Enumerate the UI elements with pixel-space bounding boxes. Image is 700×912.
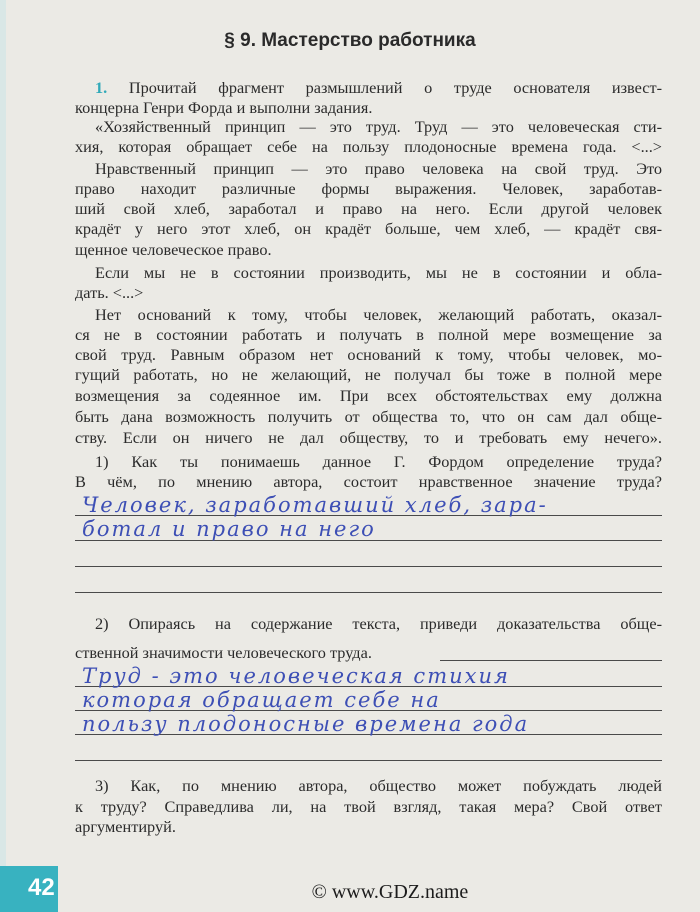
text-line [75, 283, 662, 303]
text-line-content: Нет оснований к тому, чтобы человек, желающий работать, оказал- [95, 305, 662, 324]
text-line-content: Нравственный принцип — это право человека на свой труд. Это [95, 159, 662, 178]
text-line-content: к труду? Справедлива ли, на твой взгляд, такая мера? Свой ответ [75, 797, 662, 816]
text-line-content: свой труд. Равным образом нет оснований к тому, чтобы человек, мо- [75, 345, 662, 364]
text-line-content: 2) Опираясь на содержание текста, приведи доказательства обще- [95, 614, 662, 633]
text-line-content: аргументируй. [75, 817, 176, 836]
answer-line[interactable] [440, 660, 662, 661]
handwritten-answer-q1: ботал и право на него [82, 517, 376, 541]
text-line [75, 797, 662, 817]
text-line [75, 325, 662, 345]
text-line [95, 305, 662, 325]
text-line-content: гущий работать, но не желающий, не получал бы тоже в полной мере [75, 365, 662, 384]
text-line [95, 263, 662, 283]
text-line [75, 98, 662, 118]
text-line [75, 817, 662, 837]
text-line [75, 472, 662, 492]
text-line [95, 159, 662, 179]
text-line-content: ству. Если он ничего не дал обществу, то и требовать ему нечего». [75, 428, 662, 447]
handwritten-answer-q2: пользу плодоносные времена года [82, 712, 530, 736]
answer-line[interactable] [75, 592, 662, 593]
answer-line[interactable] [75, 566, 662, 567]
text-line [95, 78, 662, 98]
watermark-footer: © www.GDZ.name [311, 881, 469, 903]
text-line-content: крадёт у него этот хлеб, он крадёт больше, чем хлеб, — крадёт свя- [75, 219, 662, 238]
text-line-content: возмещения за содеянное им. При всех обстоятельствах ему должна [75, 386, 662, 405]
text-line [75, 365, 662, 385]
text-line-content: 3) Как, по мнению автора, общество может побуждать людей [95, 776, 662, 795]
text-line [75, 179, 662, 199]
text-line [75, 407, 662, 427]
text-line-content: право находит различные формы выражения. Человек, заработав- [75, 179, 662, 198]
text-line-content: дать. <...> [75, 283, 144, 302]
text-line-content: ся не в состоянии работать и получать в полной мере возмещение за [75, 325, 662, 344]
text-line-content: хия, которая обращает себе на пользу плодоносные времена года. <...> [75, 137, 662, 156]
text-line [95, 452, 662, 472]
text-line [95, 117, 662, 137]
text-line-content: щенное человеческое право. [75, 240, 272, 259]
page-title: § 9. Мастерство работника [224, 30, 476, 51]
text-line [95, 776, 662, 796]
handwritten-answer-q1: Человек, заработавший хлеб, зара- [82, 493, 548, 517]
text-line-content: Прочитай фрагмент размышлений о труде основателя извест- [128, 78, 662, 97]
answer-line[interactable] [75, 760, 662, 761]
text-line [75, 199, 662, 219]
handwritten-answer-q2: которая обращает себе на [82, 688, 441, 712]
text-line [95, 614, 662, 634]
text-line [75, 428, 662, 448]
text-line-content: В чём, по мнению автора, состоит нравственное значение труда? [75, 472, 662, 491]
handwritten-answer-q2: Труд - это человеческая стихия [82, 664, 510, 688]
text-line [75, 219, 662, 239]
text-line [75, 345, 662, 365]
text-line [75, 137, 662, 157]
text-line-content: Если мы не в состоянии производить, мы не в состоянии и обла- [95, 263, 662, 282]
text-line-content: 1) Как ты понимаешь данное Г. Фордом определение труда? [95, 452, 662, 471]
text-line-content: ший свой хлеб, заработал и право на него. Если другой человек [75, 199, 662, 218]
text-line-content: ственной значимости человеческого труда. [75, 643, 372, 662]
task-number: 1. [95, 78, 108, 97]
page-number: 42 [28, 874, 55, 901]
text-line [75, 240, 662, 260]
page-edge [0, 0, 6, 866]
text-line-content: «Хозяйственный принцип — это труд. Труд — это человеческая сти- [95, 117, 662, 136]
text-line [75, 386, 662, 406]
text-line-content: концерна Генри Форда и выполни задания. [75, 98, 373, 117]
text-line-content: быть дана возможность получить от общества то, что он сам дал обще- [75, 407, 662, 426]
